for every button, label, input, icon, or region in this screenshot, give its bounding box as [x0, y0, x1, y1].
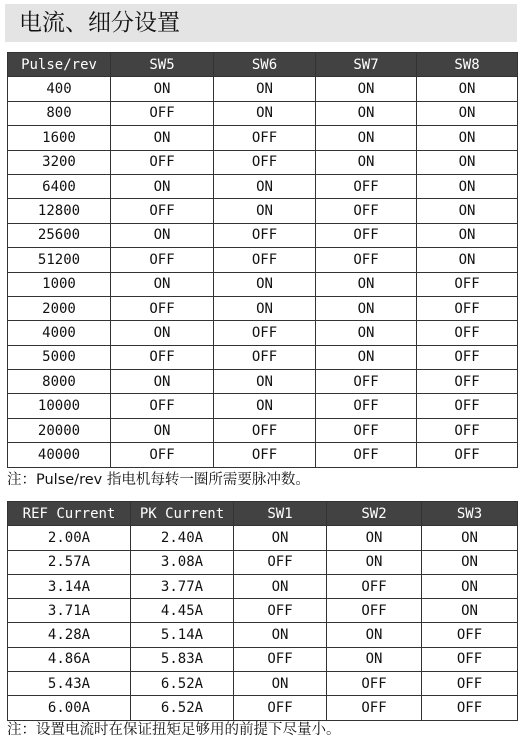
sw7-cell: ON	[316, 77, 417, 101]
sw3-cell: OFF	[422, 623, 518, 647]
sw1-cell: ON	[234, 574, 327, 598]
pulse-rev-cell: 5000	[8, 345, 111, 369]
sw6-cell: ON	[214, 101, 316, 125]
pulse-rev-cell: 4000	[8, 321, 111, 345]
microstep-row	[8, 370, 518, 394]
column-header-sw7: SW7	[316, 53, 417, 77]
column-header-sw1: SW1	[234, 502, 327, 526]
pk-current-cell: 3.77A	[131, 574, 234, 598]
ref-current-cell: 2.00A	[8, 526, 131, 550]
sw3-cell: ON	[422, 550, 518, 574]
sw6-cell: OFF	[214, 418, 316, 442]
sw8-cell: OFF	[417, 321, 518, 345]
sw5-cell: OFF	[111, 150, 214, 174]
pk-current-cell: 4.45A	[131, 599, 234, 623]
sw5-cell: ON	[111, 126, 214, 150]
current-setting-note: 注：设置电流时在保证扭矩足够用的前提下尽量小。	[7, 722, 341, 738]
pulse-rev-cell: 800	[8, 101, 111, 125]
microstep-row	[8, 394, 518, 418]
sw6-cell: OFF	[214, 443, 316, 467]
current-row	[8, 696, 518, 720]
sw2-cell: OFF	[327, 599, 422, 623]
column-header-sw6: SW6	[214, 53, 316, 77]
sw7-cell: OFF	[316, 248, 417, 272]
microstep-row	[8, 345, 518, 369]
sw5-cell: OFF	[111, 101, 214, 125]
sw7-cell: OFF	[316, 370, 417, 394]
current-row	[8, 672, 518, 696]
ref-current-cell: 2.57A	[8, 550, 131, 574]
sw5-cell: ON	[111, 272, 214, 296]
microstep-row	[8, 199, 518, 223]
sw7-cell: ON	[316, 345, 417, 369]
column-header-ref-current: REF Current	[8, 502, 131, 526]
sw8-cell: ON	[417, 126, 518, 150]
microstep-row	[8, 443, 518, 467]
sw5-cell: ON	[111, 223, 214, 247]
sw6-cell: ON	[214, 370, 316, 394]
ref-current-cell: 4.86A	[8, 647, 131, 671]
sw6-cell: OFF	[214, 321, 316, 345]
sw7-cell: OFF	[316, 443, 417, 467]
sw7-cell: ON	[316, 126, 417, 150]
sw6-cell: OFF	[214, 150, 316, 174]
sw8-cell: OFF	[417, 394, 518, 418]
pk-current-cell: 3.08A	[131, 550, 234, 574]
sw1-cell: OFF	[234, 599, 327, 623]
sw8-cell: OFF	[417, 370, 518, 394]
current-row	[8, 599, 518, 623]
pk-current-cell: 5.14A	[131, 623, 234, 647]
sw5-cell: OFF	[111, 345, 214, 369]
microstep-row	[8, 248, 518, 272]
sw3-cell: ON	[422, 599, 518, 623]
column-header-sw5: SW5	[111, 53, 214, 77]
microstep-header-row	[8, 53, 518, 77]
sw7-cell: ON	[316, 272, 417, 296]
pulse-rev-cell: 51200	[8, 248, 111, 272]
sw1-cell: OFF	[234, 550, 327, 574]
sw8-cell: ON	[417, 77, 518, 101]
sw7-cell: OFF	[316, 223, 417, 247]
sw1-cell: ON	[234, 526, 327, 550]
sw7-cell: OFF	[316, 418, 417, 442]
microstep-table-body	[8, 77, 518, 467]
sw3-cell: ON	[422, 526, 518, 550]
ref-current-cell: 4.28A	[8, 623, 131, 647]
sw2-cell: ON	[327, 647, 422, 671]
sw7-cell: ON	[316, 101, 417, 125]
pulse-rev-note: 注：Pulse/rev 指电机每转一圈所需要脉冲数。	[7, 472, 310, 488]
sw7-cell: ON	[316, 150, 417, 174]
pulse-rev-cell: 10000	[8, 394, 111, 418]
sw6-cell: OFF	[214, 248, 316, 272]
sw2-cell: ON	[327, 526, 422, 550]
sw6-cell: ON	[214, 394, 316, 418]
ref-current-cell: 3.71A	[8, 599, 131, 623]
pulse-rev-cell: 20000	[8, 418, 111, 442]
pulse-rev-cell: 12800	[8, 199, 111, 223]
sw3-cell: ON	[422, 574, 518, 598]
sw3-cell: OFF	[422, 696, 518, 720]
pk-current-cell: 6.52A	[131, 696, 234, 720]
ref-current-cell: 5.43A	[8, 672, 131, 696]
sw5-cell: OFF	[111, 248, 214, 272]
microstep-row	[8, 101, 518, 125]
pulse-rev-cell: 1600	[8, 126, 111, 150]
sw7-cell: ON	[316, 321, 417, 345]
sw2-cell: OFF	[327, 672, 422, 696]
page-title: 电流、细分设置	[19, 10, 180, 36]
sw3-cell: OFF	[422, 647, 518, 671]
current-table	[7, 501, 518, 721]
pulse-rev-cell: 6400	[8, 174, 111, 198]
pulse-rev-cell: 400	[8, 77, 111, 101]
sw5-cell: OFF	[111, 296, 214, 320]
sw5-cell: OFF	[111, 394, 214, 418]
microstep-row	[8, 150, 518, 174]
sw6-cell: ON	[214, 174, 316, 198]
sw5-cell: ON	[111, 418, 214, 442]
sw5-cell: ON	[111, 321, 214, 345]
current-header-row	[8, 502, 518, 526]
microstep-row	[8, 223, 518, 247]
sw8-cell: OFF	[417, 443, 518, 467]
sw6-cell: ON	[214, 199, 316, 223]
sw2-cell: ON	[327, 623, 422, 647]
microstep-table	[7, 52, 518, 468]
sw8-cell: ON	[417, 248, 518, 272]
sw8-cell: ON	[417, 199, 518, 223]
microstep-row	[8, 418, 518, 442]
current-table-body	[8, 526, 518, 720]
sw2-cell: OFF	[327, 574, 422, 598]
pk-current-cell: 6.52A	[131, 672, 234, 696]
microstep-row	[8, 77, 518, 101]
sw1-cell: OFF	[234, 696, 327, 720]
microstep-row	[8, 126, 518, 150]
sw2-cell: OFF	[327, 696, 422, 720]
sw5-cell: ON	[111, 174, 214, 198]
ref-current-cell: 6.00A	[8, 696, 131, 720]
pk-current-cell: 2.40A	[131, 526, 234, 550]
sw8-cell: ON	[417, 223, 518, 247]
sw8-cell: OFF	[417, 272, 518, 296]
sw8-cell: OFF	[417, 418, 518, 442]
column-header-pk-current: PK Current	[131, 502, 234, 526]
sw1-cell: ON	[234, 623, 327, 647]
sw2-cell: ON	[327, 550, 422, 574]
sw8-cell: OFF	[417, 345, 518, 369]
sw7-cell: OFF	[316, 394, 417, 418]
current-row	[8, 526, 518, 550]
sw7-cell: OFF	[316, 199, 417, 223]
sw7-cell: OFF	[316, 174, 417, 198]
current-row	[8, 623, 518, 647]
current-row	[8, 550, 518, 574]
pulse-rev-cell: 25600	[8, 223, 111, 247]
microstep-row	[8, 272, 518, 296]
sw8-cell: OFF	[417, 296, 518, 320]
microstep-row	[8, 174, 518, 198]
sw1-cell: OFF	[234, 647, 327, 671]
sw3-cell: OFF	[422, 672, 518, 696]
sw6-cell: OFF	[214, 223, 316, 247]
sw7-cell: ON	[316, 296, 417, 320]
sw6-cell: ON	[214, 272, 316, 296]
sw8-cell: ON	[417, 101, 518, 125]
column-header-sw2: SW2	[327, 502, 422, 526]
microstep-row	[8, 296, 518, 320]
sw5-cell: OFF	[111, 443, 214, 467]
sw5-cell: ON	[111, 77, 214, 101]
pulse-rev-cell: 3200	[8, 150, 111, 174]
title-bar	[5, 4, 517, 42]
pulse-rev-cell: 2000	[8, 296, 111, 320]
current-row	[8, 647, 518, 671]
pulse-rev-cell: 40000	[8, 443, 111, 467]
column-header-pulse-rev: Pulse/rev	[8, 53, 111, 77]
sw6-cell: OFF	[214, 126, 316, 150]
sw6-cell: ON	[214, 77, 316, 101]
sw1-cell: ON	[234, 672, 327, 696]
pulse-rev-cell: 1000	[8, 272, 111, 296]
pulse-rev-cell: 8000	[8, 370, 111, 394]
microstep-row	[8, 321, 518, 345]
ref-current-cell: 3.14A	[8, 574, 131, 598]
sw5-cell: OFF	[111, 199, 214, 223]
column-header-sw8: SW8	[417, 53, 518, 77]
sw6-cell: ON	[214, 296, 316, 320]
pk-current-cell: 5.83A	[131, 647, 234, 671]
sw5-cell: ON	[111, 370, 214, 394]
sw8-cell: ON	[417, 150, 518, 174]
current-row	[8, 574, 518, 598]
column-header-sw3: SW3	[422, 502, 518, 526]
sw8-cell: ON	[417, 174, 518, 198]
sw6-cell: OFF	[214, 345, 316, 369]
